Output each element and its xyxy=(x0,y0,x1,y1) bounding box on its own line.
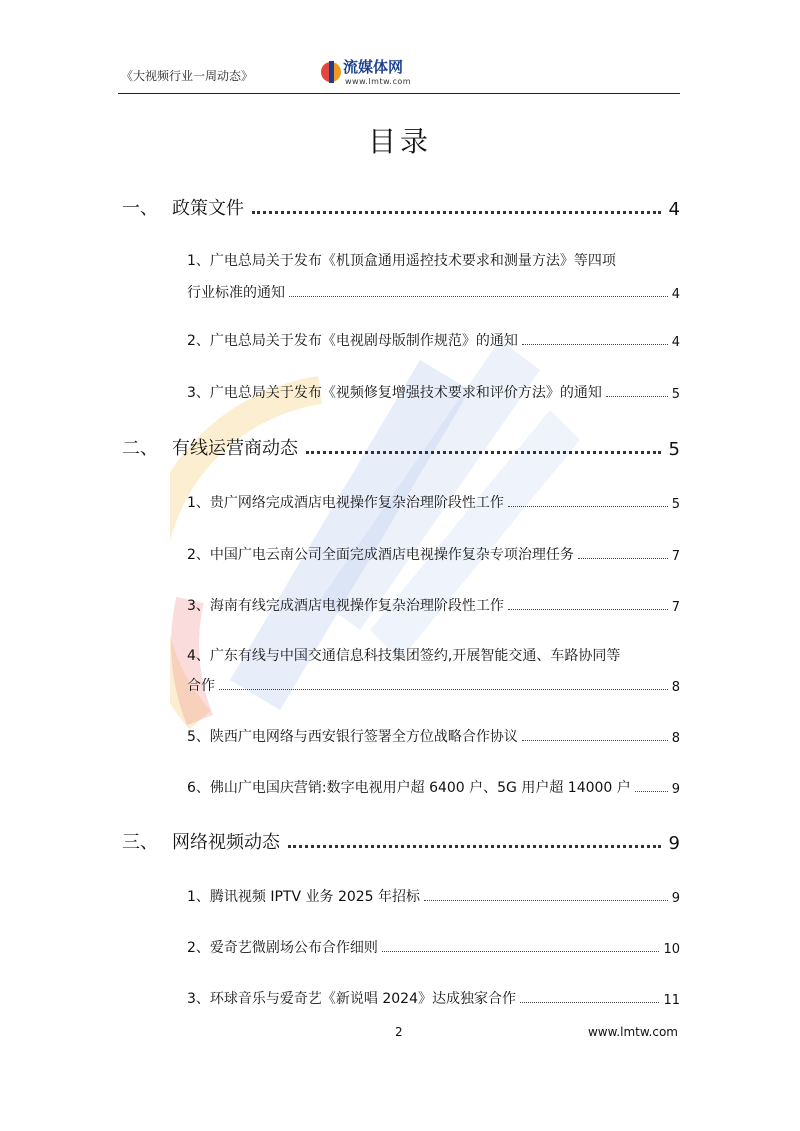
toc-section-3[interactable] xyxy=(122,828,680,854)
toc-entry-1-1-line1[interactable]: 1、广电总局关于发布《机顶盒通用遥控技术要求和测量方法》等四项 xyxy=(187,253,616,269)
entry-title: 1、贵广网络完成酒店电视操作复杂治理阶段性工作 xyxy=(187,495,504,511)
header-rule xyxy=(118,93,680,94)
dot-leader xyxy=(522,344,668,345)
toc-section-1[interactable] xyxy=(122,194,680,220)
toc-entry-1-1[interactable] xyxy=(187,280,680,302)
section-number: 三、 xyxy=(122,832,158,853)
toc-section-2[interactable] xyxy=(122,434,680,460)
entry-title: 6、佛山广电国庆营销:数字电视用户超 6400 户、5G 用户超 14000 户 xyxy=(187,780,631,796)
entry-page-number: 7 xyxy=(671,549,680,564)
toc-entry-3-3[interactable] xyxy=(187,986,680,1008)
section-page-number: 4 xyxy=(668,199,680,220)
section-number: 二、 xyxy=(122,438,158,459)
entry-page-number: 7 xyxy=(671,600,680,615)
toc-entry-2-4-line1[interactable]: 4、广东有线与中国交通信息科技集团签约,开展智能交通、车路协同等 xyxy=(187,648,621,664)
section-number: 一、 xyxy=(122,198,158,219)
toc-entry-2-6[interactable] xyxy=(187,775,680,797)
footer-page-number: 2 xyxy=(395,1025,403,1039)
entry-page-number: 10 xyxy=(663,942,680,957)
entry-title: 2、广电总局关于发布《电视剧母版制作规范》的通知 xyxy=(187,333,518,349)
dot-leader xyxy=(635,791,668,792)
logo-icon xyxy=(320,57,342,87)
entry-title: 1、腾讯视频 IPTV 业务 2025 年招标 xyxy=(187,889,421,905)
entry-page-number: 9 xyxy=(671,782,680,797)
entry-page-number: 5 xyxy=(671,387,680,402)
entry-title: 3、环球音乐与爱奇艺《新说唱 2024》达成独家合作 xyxy=(187,991,516,1007)
toc-entry-2-3[interactable] xyxy=(187,593,680,615)
entry-title: 3、海南有线完成酒店电视操作复杂治理阶段性工作 xyxy=(187,598,504,614)
dot-leader xyxy=(578,558,668,559)
entry-page-number: 4 xyxy=(671,335,680,350)
section-title: 网络视频动态 xyxy=(172,832,280,853)
toc-entry-3-1[interactable] xyxy=(187,884,680,906)
section-title: 有线运营商动态 xyxy=(172,438,298,459)
dot-leader xyxy=(252,211,661,214)
dot-leader xyxy=(382,951,660,952)
toc-entry-2-5[interactable] xyxy=(187,724,680,746)
entry-title: 2、中国广电云南公司全面完成酒店电视操作复杂专项治理任务 xyxy=(187,547,574,563)
entry-title: 合作 xyxy=(187,678,215,694)
toc-entry-1-3[interactable] xyxy=(187,380,680,402)
dot-leader xyxy=(424,900,668,901)
entry-title: 5、陕西广电网络与西安银行签署全方位战略合作协议 xyxy=(187,729,518,745)
entry-title: 3、广电总局关于发布《视频修复增强技术要求和评价方法》的通知 xyxy=(187,385,602,401)
toc-entry-2-1[interactable] xyxy=(187,490,680,512)
toc-entry-1-2[interactable] xyxy=(187,328,680,350)
page-title: 目录 xyxy=(367,125,432,158)
dot-leader xyxy=(508,609,668,610)
entry-page-number: 8 xyxy=(671,680,680,695)
entry-title: 行业标准的通知 xyxy=(187,285,285,301)
logo-url: www.lmtw.com xyxy=(345,77,412,86)
section-title: 政策文件 xyxy=(172,198,244,219)
entry-page-number: 4 xyxy=(671,287,680,302)
entry-page-number: 5 xyxy=(671,497,680,512)
logo-name: 流媒体网 xyxy=(343,58,404,76)
toc-entry-3-2[interactable] xyxy=(187,935,680,957)
dot-leader xyxy=(288,845,661,848)
dot-leader xyxy=(522,740,668,741)
entry-page-number: 8 xyxy=(671,731,680,746)
toc-entry-2-2[interactable] xyxy=(187,542,680,564)
header-document-title: 《大视频行业一周动态》 xyxy=(121,69,254,83)
dot-leader xyxy=(306,451,661,454)
section-page-number: 9 xyxy=(668,833,680,854)
dot-leader xyxy=(289,296,668,297)
dot-leader xyxy=(508,506,668,507)
site-logo xyxy=(320,55,440,91)
footer-url[interactable]: www.lmtw.com xyxy=(587,1025,678,1039)
dot-leader xyxy=(219,689,668,690)
entry-title: 2、爱奇艺微剧场公布合作细则 xyxy=(187,940,378,956)
dot-leader xyxy=(520,1002,659,1003)
toc-entry-2-4[interactable] xyxy=(187,673,680,695)
section-page-number: 5 xyxy=(668,439,680,460)
entry-page-number: 11 xyxy=(663,993,680,1008)
entry-page-number: 9 xyxy=(671,891,680,906)
dot-leader xyxy=(606,396,668,397)
